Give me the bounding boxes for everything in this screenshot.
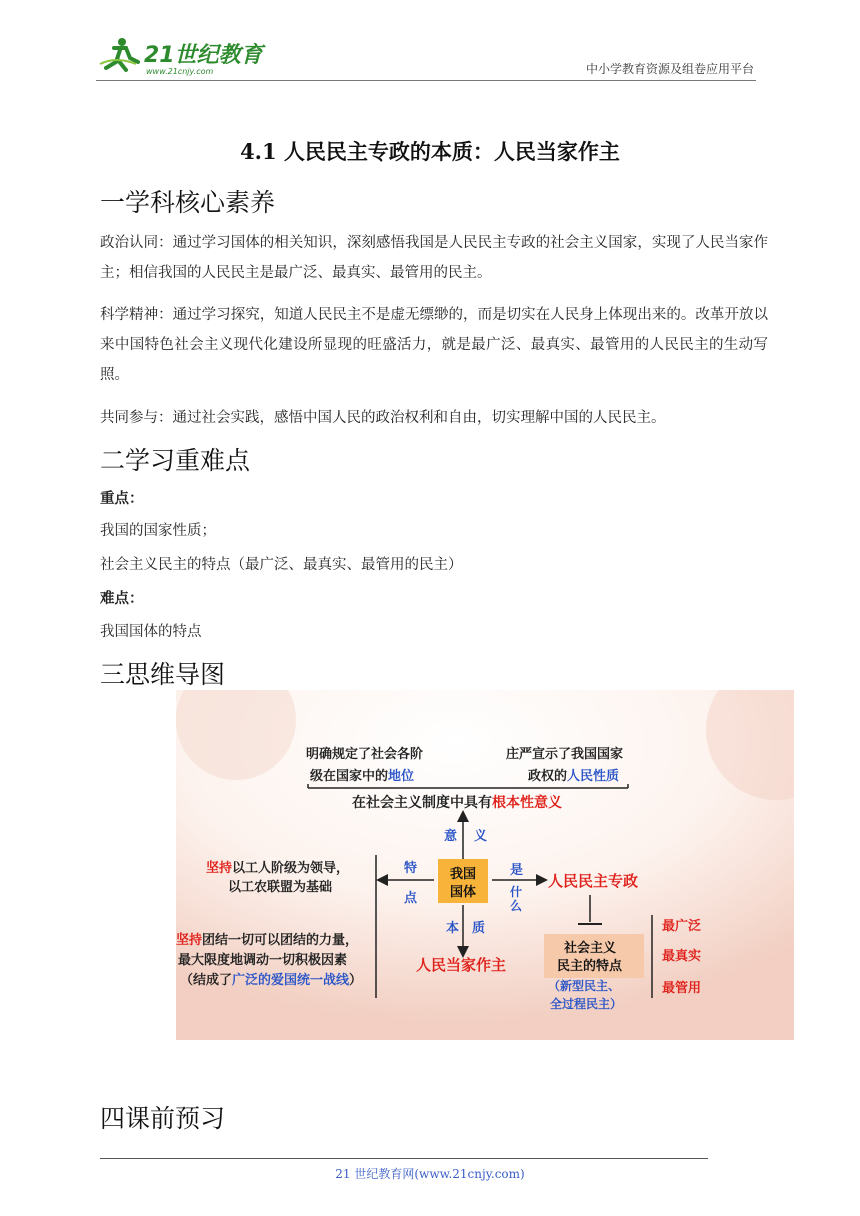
logo-url: www.21cnjy.com [146,67,214,76]
key-label: 重点： [100,490,144,507]
feature-1-line1: 坚持以工人阶级为领导， [206,861,350,876]
difficulty-label: 难点： [100,590,144,607]
label-te: 特 [404,861,418,876]
trait-widest: 最广泛 [662,919,702,934]
essence-label: 人民当家作主 [416,956,507,974]
meaning-right-line1: 庄严宣示了我国国家 [506,747,624,762]
meaning-left-line2: 级在国家中的地位 [310,769,415,784]
democracy-sub-1: （新型民主、 [548,979,621,993]
section-heading-preview: 四课前预习 [100,1104,226,1133]
runner-icon [100,38,138,70]
center-label-1: 我国 [450,867,477,882]
dictatorship-label: 人民民主专政 [548,872,639,890]
label-zhi: 质 [472,921,486,936]
page-title: 4.1 人民民主专政的本质：人民当家作主 [240,139,620,164]
section-heading-core: 一学科核心素养 [100,188,276,217]
meaning-right-line2: 政权的人民性质 [528,769,620,784]
label-shen: 什 [510,885,523,899]
site-logo [96,34,266,78]
democracy-feature-1: 社会主义 [564,941,617,956]
meaning-center-line: 在社会主义制度中具有根本性意义 [352,795,562,811]
label-dian: 点 [404,891,418,906]
header-divider [96,80,756,81]
label-shi: 是 [510,863,524,878]
feature-2-line1: 坚持团结一切可以团结的力量， [176,933,359,948]
core-paragraph-3: 共同参与：通过社会实践，感悟中国人民的政治权利和自由，切实理解中国的人民民主。 [100,410,666,426]
section-heading-mindmap: 三思维导图 [100,660,226,689]
feature-2-line2: 最大限度地调动一切积极因素 [178,953,348,968]
section-heading-keypoints: 二学习重难点 [100,446,251,475]
label-me: 么 [510,899,523,913]
header-platform-text: 中小学教育资源及组卷应用平台 [585,62,754,76]
key-item-2: 社会主义民主的特点（最广泛、最真实、最管用的民主） [100,557,463,573]
feature-1-line2: 以工农联盟为基础 [228,880,333,895]
core-paragraph-2: 科学精神：通过学习探究，知道人民民主不是虚无缥缈的，而是切实在人民身上体现出来的。改革开放以来中国特色社会主义现代化建设所显现的旺盛活力，就是最广泛、最真实、最管用的人民民主的生动写照。 [100,307,768,383]
democracy-feature-2: 民主的特点 [557,959,623,974]
democracy-sub-2: 全过程民主） [550,997,623,1011]
feature-2-line3: （结成了广泛的爱国统一战线） [180,973,363,988]
footer-site-link[interactable]: 21 世纪教育网(www.21cnjy.com) [335,1167,525,1181]
logo-text: 21世纪教育 [144,43,263,68]
trait-most-effective: 最管用 [662,981,702,996]
core-paragraph-1: 政治认同：通过学习国体的相关知识，深刻感悟我国是人民民主专政的社会主义国家，实现了人民当家作主；相信我国的人民民主是最广泛、最真实、最管用的民主。 [100,235,768,281]
center-label-2: 国体 [450,885,477,900]
meaning-left-line1: 明确规定了社会各阶 [306,747,424,762]
difficulty-item-1: 我国国体的特点 [100,624,202,640]
label-yi: 意 [444,829,458,844]
key-item-1: 我国的国家性质； [100,523,216,539]
label-ben: 本 [446,921,460,936]
trait-truest: 最真实 [662,949,702,964]
label-yi2: 义 [474,829,488,844]
mind-map [176,690,794,1040]
footer-divider [100,1158,708,1159]
